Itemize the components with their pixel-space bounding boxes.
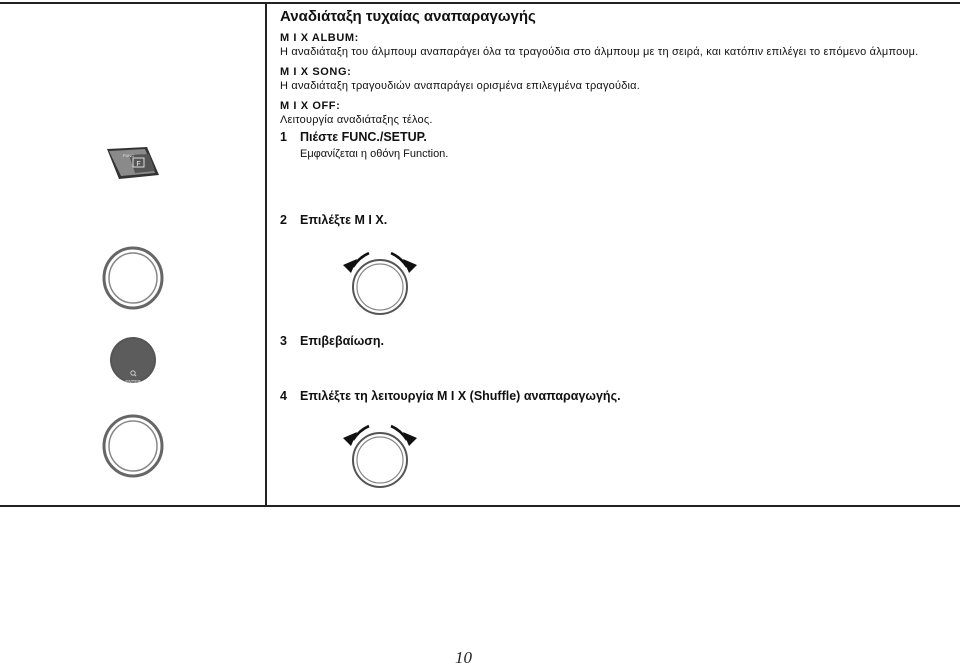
rotary-knob-icon[interactable] [102,414,164,478]
step-text: Επιλέξτε M I X. [300,213,388,227]
instructions [280,8,950,161]
step-3 [280,333,384,349]
step-number: 2 [280,213,287,227]
rotate-knob-icon[interactable] [335,416,425,494]
enter-label: ENTER [125,379,141,384]
step-2 [280,212,387,228]
step-1 [280,129,950,145]
mode-desc-album: Η αναδιάταξη του άλμπουμ αναπαράγει όλα τα τραγούδια στο άλμπουμ με τη σειρά, και κατόπιν επιλέγει το επόμενο άλμπουμ. [280,46,919,58]
mode-label-album: M I X ALBUM: [280,32,359,44]
top-rule [0,2,960,4]
section-title: Αναδιάταξη τυχαίας αναπαραγωγής [280,8,536,25]
step-number: 3 [280,334,287,348]
column-divider [265,2,267,507]
func-setup-button-icon[interactable] [105,145,165,181]
mode-label-song: M I X SONG: [280,66,352,78]
step-text: Επιλέξτε τη λειτουργία M I X (Shuffle) αναπαραγωγής. [300,389,621,403]
step-number: 4 [280,389,287,403]
mode-desc-off: Λειτουργία αναδιάταξης τέλος. [280,114,433,126]
rotate-knob-icon[interactable] [335,243,425,321]
page-number: 10 [455,648,472,667]
enter-button-icon[interactable] [108,335,160,387]
step-1-sub: Εμφανίζεται η οθόνη Function. [300,148,449,160]
bottom-rule [0,505,960,507]
step-4 [280,388,621,404]
mode-label-off: M I X OFF: [280,100,341,112]
rotary-knob-icon[interactable] [102,246,164,310]
func-top-label: FUNC [123,153,135,158]
func-key-label: F [136,161,141,168]
step-text: Πιέστε FUNC./SETUP. [300,130,427,144]
step-text: Επιβεβαίωση. [300,334,384,348]
step-number: 1 [280,130,287,144]
mode-desc-song: Η αναδιάταξη τραγουδιών αναπαράγει ορισμένα επιλεγμένα τραγούδια. [280,80,640,92]
